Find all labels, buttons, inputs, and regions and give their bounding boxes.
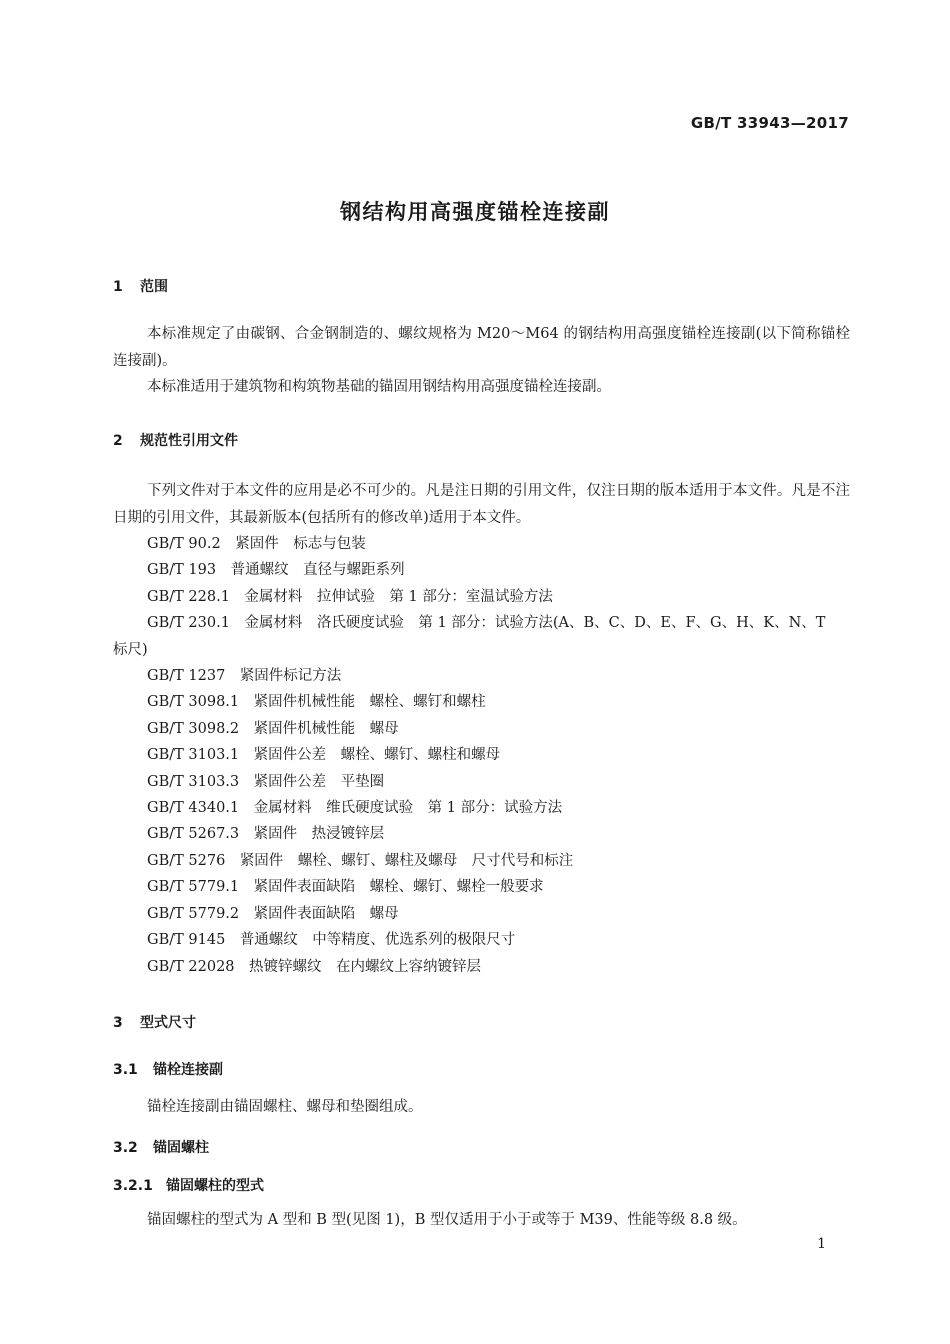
reference-item <box>147 795 825 821</box>
reference-title: 紧固件 热浸镀锌层 <box>253 826 385 843</box>
document-title: 钢结构用高强度锚栓连接副 <box>340 200 610 224</box>
section-3-2-1-body <box>113 1207 850 1234</box>
section-3-1-body <box>113 1094 850 1121</box>
reference-code: GB/T 22028 <box>147 958 235 975</box>
reference-title: 金属材料 洛氏硬度试验 第 1 部分：试验方法(A、B、C、D、E、F、G、H、K、N、T <box>244 615 826 632</box>
reference-code: GB/T 3103.1 <box>147 747 240 764</box>
reference-title: 金属材料 拉伸试验 第 1 部分：室温试验方法 <box>244 588 553 605</box>
reference-item <box>147 874 825 900</box>
reference-code: GB/T 230.1 <box>147 615 230 632</box>
reference-item <box>147 954 825 980</box>
paragraph: 锚栓连接副由锚固螺柱、螺母和垫圈组成。 <box>147 1099 423 1115</box>
reference-item <box>147 769 825 795</box>
reference-title: 普通螺纹 中等精度、优选系列的极限尺寸 <box>239 932 516 949</box>
reference-item <box>147 742 825 768</box>
paragraph: 本标准规定了由碳钢、合金钢制造的、螺纹规格为 M20～M64 的钢结构用高强度锚栓连接副(以下简称锚栓连接副)。 <box>113 326 850 369</box>
reference-title: 紧固件表面缺陷 螺母 <box>253 905 399 922</box>
section-number: 3 <box>113 1015 123 1031</box>
reference-item <box>147 716 825 742</box>
section-heading-2 <box>113 430 238 450</box>
paragraph: 下列文件对于本文件的应用是必不可少的。凡是注日期的引用文件，仅注日期的版本适用于本文件。凡是不注日期的引用文件，其最新版本(包括所有的修改单)适用于本文件。 <box>113 483 850 526</box>
section-heading-3-2 <box>113 1137 209 1157</box>
reference-item <box>147 557 825 583</box>
section-number: 3.1 <box>113 1062 138 1078</box>
section-1-body <box>113 321 850 401</box>
paragraph: 本标准适用于建筑物和构筑物基础的锚固用钢结构用高强度锚栓连接副。 <box>147 379 611 395</box>
section-number: 3.2 <box>113 1140 138 1156</box>
section-title: 范围 <box>140 279 168 295</box>
reference-code: GB/T 1237 <box>147 668 226 685</box>
section-heading-3-1 <box>113 1059 223 1079</box>
reference-item <box>147 689 825 715</box>
reference-code: GB/T 90.2 <box>147 536 221 552</box>
reference-code: GB/T 3103.3 <box>147 773 240 790</box>
reference-title: 紧固件标记方法 <box>239 668 342 685</box>
section-number: 3.2.1 <box>113 1178 153 1194</box>
reference-code: GB/T 4340.1 <box>147 800 240 817</box>
section-number: 2 <box>113 433 123 449</box>
reference-code: GB/T 5267.3 <box>147 826 240 843</box>
reference-title: 金属材料 维氏硬度试验 第 1 部分：试验方法 <box>253 800 563 817</box>
reference-title: 紧固件表面缺陷 螺栓、螺钉、螺栓一般要求 <box>253 879 544 896</box>
reference-item <box>147 531 825 557</box>
reference-code: GB/T 193 <box>147 562 217 579</box>
section-2-body <box>113 478 850 531</box>
reference-item <box>147 901 825 927</box>
reference-title: 普通螺纹 直径与螺距系列 <box>230 562 405 579</box>
reference-list <box>113 531 826 980</box>
reference-item <box>147 927 825 953</box>
reference-code: GB/T 5779.2 <box>147 905 240 922</box>
reference-item <box>147 821 825 847</box>
reference-item <box>147 848 825 874</box>
reference-code: GB/T 3098.2 <box>147 720 240 737</box>
section-title: 规范性引用文件 <box>140 433 238 449</box>
section-number: 1 <box>113 279 123 295</box>
reference-title: 紧固件 螺栓、螺钉、螺柱及螺母 尺寸代号和标注 <box>239 852 574 869</box>
reference-code: GB/T 228.1 <box>147 588 230 605</box>
reference-item <box>147 584 825 610</box>
section-heading-3-2-1 <box>113 1175 264 1195</box>
section-title: 锚固螺柱 <box>153 1140 209 1156</box>
paragraph: 锚固螺柱的型式为 A 型和 B 型(见图 1)，B 型仅适用于小于或等于 M39、性能等级 8.8 级。 <box>147 1212 747 1228</box>
page-number: 1 <box>817 1236 826 1252</box>
section-title: 型式尺寸 <box>140 1015 196 1031</box>
reference-title: 紧固件公差 平垫圈 <box>253 773 385 790</box>
reference-title-continuation: 标尺) <box>113 641 148 658</box>
reference-title: 紧固件 标志与包装 <box>235 536 366 552</box>
section-title: 锚栓连接副 <box>153 1062 223 1078</box>
standard-code: GB/T 33943—2017 <box>690 114 849 132</box>
reference-code: GB/T 5779.1 <box>147 879 240 896</box>
reference-code: GB/T 9145 <box>147 932 226 949</box>
reference-code: GB/T 5276 <box>147 852 226 869</box>
reference-title: 紧固件机械性能 螺母 <box>253 720 399 737</box>
reference-item <box>147 610 825 636</box>
reference-code: GB/T 3098.1 <box>147 694 240 711</box>
section-title: 锚固螺柱的型式 <box>166 1178 264 1194</box>
reference-title: 紧固件公差 螺栓、螺钉、螺柱和螺母 <box>253 747 501 764</box>
section-heading-3 <box>113 1012 196 1032</box>
section-heading-1 <box>113 276 168 296</box>
reference-title: 紧固件机械性能 螺栓、螺钉和螺柱 <box>253 694 486 711</box>
reference-item <box>147 663 825 689</box>
reference-title: 热镀锌螺纹 在内螺纹上容纳镀锌层 <box>249 958 482 975</box>
